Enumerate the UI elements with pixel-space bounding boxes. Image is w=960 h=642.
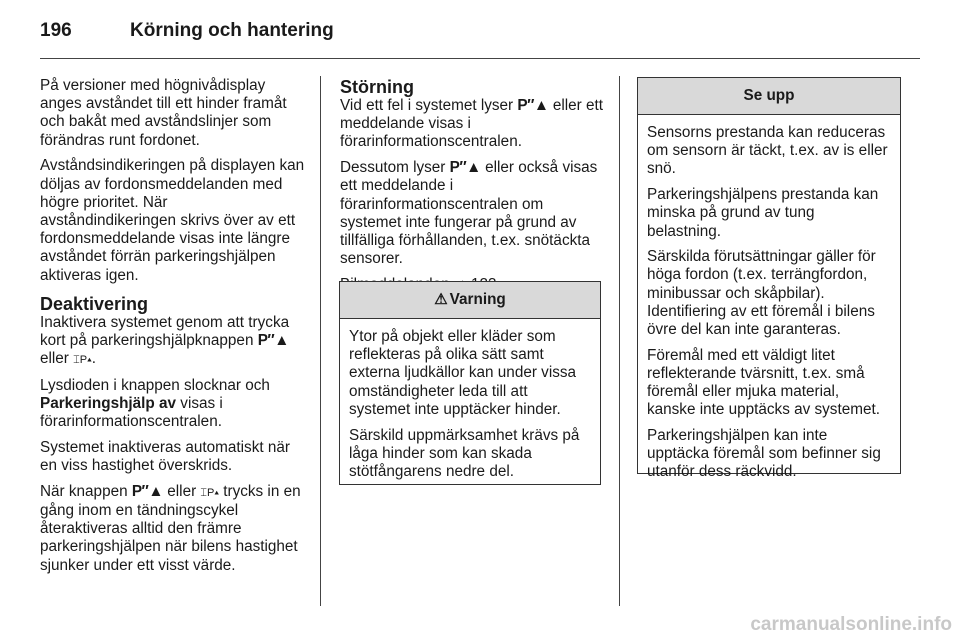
paragraph-fault: Vid ett fel i systemet lyser P″▲ eller ett meddelande visas i förarinformationscentralen. — [340, 97, 603, 151]
park-key-icon: ⌶P▴ — [73, 354, 92, 367]
paragraph-auto-deactivate: Systemet inaktiveras automatiskt när en viss hastighet överskrids. — [40, 438, 290, 475]
paragraph-display: På versioner med högnivådisplay anges avståndet till ett hinder framåt och bakåt med avståndslinjer som förändras runt fordonet. — [40, 77, 287, 149]
warning-paragraph-2: Särskild uppmärksamhet krävs på låga hinder som kan skada stötfångarens nedre del. — [349, 426, 580, 480]
watermark: carmanualsonline.info — [750, 614, 952, 635]
caution-paragraph-4: Föremål med ett väldigt litet reflekterande tvärsnitt, t.ex. små föremål eller mjuka material, kanske inte upptäcks av systemet. — [647, 346, 880, 419]
caution-paragraph-1: Sensorns prestanda kan reduceras om sensorn är täckt, t.ex. av is eller snö. — [647, 124, 888, 178]
paragraph-distance: Avståndsindikeringen på displayen kan döljas av fordonsmeddelanden med högre prioritet. När avståndindikeringen skrivs över av ett fordonsmeddelande visas inte längre avståndet förrän parkeringshjälpen aktiveras igen. — [40, 157, 305, 284]
paragraph-reactivate: När knappen P″▲ eller ⌶P▴ trycks in en gång inom en tändningscykel återaktiveras alltid den främre parkeringshjälpen när bilens hastighet sjunker under ett visst värde. — [40, 482, 301, 574]
park-assist-icon: P″▲ — [131, 482, 164, 500]
paragraph-deactivate: Inaktivera systemet genom att trycka kort på parkeringshjälpknappen P″▲ eller ⌶P▴. — [40, 313, 290, 368]
page-header — [40, 14, 920, 54]
park-key-icon: ⌶P▴ — [200, 486, 219, 499]
caution-title: Se upp — [743, 87, 795, 104]
warning-body — [340, 319, 600, 493]
column-middle — [340, 77, 605, 302]
column-divider-1 — [320, 76, 321, 606]
heading-storning: Störning — [340, 77, 414, 97]
park-assist-icon: P″▲ — [517, 97, 549, 114]
bold-parkeringshjalp-av: Parkeringshjälp av — [40, 395, 177, 413]
page-title: Körning och hantering — [130, 20, 334, 41]
heading-deaktivering: Deaktivering — [40, 293, 149, 314]
caution-box — [637, 77, 901, 481]
warning-header — [340, 282, 600, 319]
column-divider-2 — [619, 76, 620, 606]
park-assist-icon: P″▲ — [449, 159, 481, 177]
warning-title: Varning — [449, 291, 506, 308]
caution-paragraph-2: Parkeringshjälpens prestanda kan minska på grund av tung belastning. — [647, 186, 879, 240]
caution-header — [638, 78, 900, 115]
park-assist-icon: P″▲ — [257, 331, 289, 349]
header-rule — [40, 58, 920, 59]
caution-paragraph-3: Särskilda förutsättningar gäller för höga fordon (t.ex. terrängfordon, minibussar och skåpbilar). Identifiering av ett föremål i bilens övre del kan inte garanteras. — [647, 248, 876, 339]
page-number: 196 — [40, 20, 72, 41]
paragraph-temporary: Dessutom lyser P″▲ eller också visas ett meddelande i förarinformationscentralen om systemet inte fungerar på grund av tillfälliga förhållanden, t.ex. snötäckta sensorer. — [340, 159, 598, 268]
caution-paragraph-5: Parkeringshjälpen kan inte upptäcka föremål som befinner sig utanför dess räckvidd. — [647, 427, 881, 481]
paragraph-led: Lysdioden i knappen slocknar och Parkeringshjälp av visas i förarinformationscentralen. — [40, 376, 270, 431]
warning-box — [339, 281, 601, 485]
caution-body — [638, 115, 900, 493]
warning-icon: ⚠ — [434, 291, 448, 308]
warning-paragraph-1: Ytor på objekt eller kläder som reflekteras på olika sätt samt externa ljudkällor kan under vissa omständigheter leda till att systemet inte upptäcker hinder. — [349, 328, 577, 418]
column-left — [40, 77, 305, 582]
